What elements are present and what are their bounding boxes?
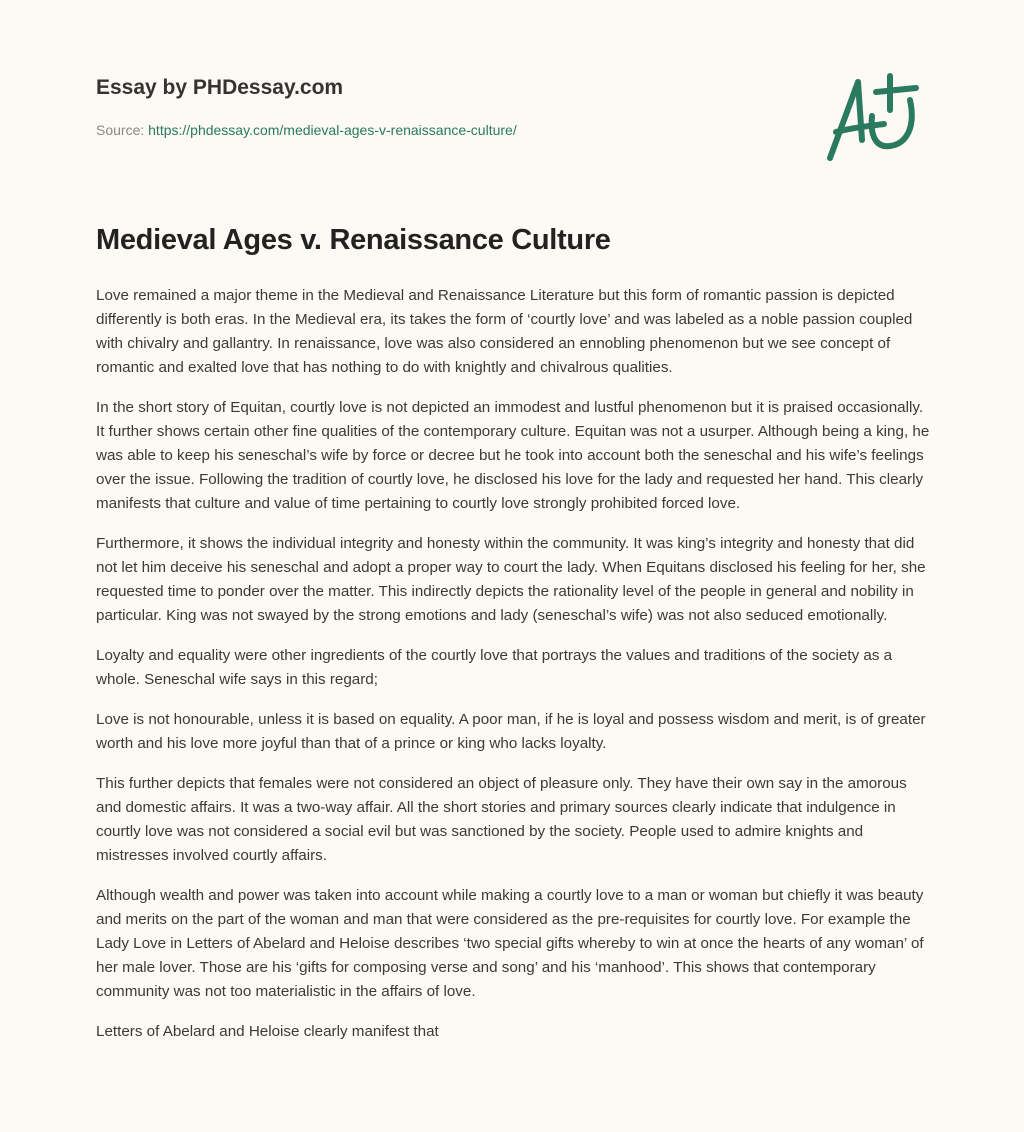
a-plus-logo-icon [820, 70, 930, 166]
paragraph: Although wealth and power was taken into account while making a courtly love to a man or woman but chiefly it was beauty and merits on the part of the woman and man that were considered as the pre-requisites for courtly love. For example the Lady Love in Letters of Abelard and Heloise describes ‘two special gifts whereby to win at once the hearts of any woman’ of her male lover. Those are his ‘gifts for composing verse and song’ and his ‘manhood’. This shows that contemporary community was not too materialistic in the affairs of love. [96, 887, 924, 1000]
paragraph: Furthermore, it shows the individual integrity and honesty within the community. It was king’s integrity and honesty that did not let him deceive his seneschal and adopt a proper way to court the lady. When Equitans disclosed his feeling for her, she requested time to ponder over the matter. This indirectly depicts the rationality level of the people in general and nobility in particular. King was not swayed by the strong emotions and lady (seneschal’s wife) was not also seduced emotionally. [96, 535, 926, 624]
paragraph: In the short story of Equitan, courtly love is not depicted an immodest and lustful phenomenon but it is praised occasionally. It further shows certain other fine qualities of the contemporary culture. Equitan was not a usurper. Although being a king, he was able to keep his seneschal’s wife by force or decree but he took into account both the seneschal and his wife’s feelings over the issue. Following the tradition of courtly love, he disclosed his love for the lady and requested her hand. This clearly manifests that culture and value of time pertaining to courtly love strongly prohibited forced love. [96, 399, 930, 512]
source-line [96, 122, 517, 138]
quote-paragraph: Love is not honourable, unless it is based on equality. A poor man, if he is loyal and possess wisdom and merit, is of greater worth and his love more joyful than that of a prince or king who lacks loyalty. [96, 711, 926, 752]
essay-header [96, 76, 517, 138]
paragraph: Love remained a major theme in the Medieval and Renaissance Literature but this form of romantic passion is depicted differently is both eras. In the Medieval era, its takes the form of ‘courtly love’ and was labeled as a noble passion coupled with chivalry and gallantry. In renaissance, love was also considered an ennobling phenomenon but we see concept of romantic and exalted love that has nothing to do with knightly and chivalrous qualities. [96, 287, 913, 376]
source-link[interactable]: https://phdessay.com/medieval-ages-v-renaissance-culture/ [148, 122, 517, 138]
source-label: Source: [96, 122, 145, 138]
essay-body [96, 284, 932, 1060]
paragraph: This further depicts that females were not considered an object of pleasure only. They have their own say in the amorous and domestic affairs. It was a two-way affair. All the short stories and primary sources clearly indicate that indulgence in courtly love was not considered a social evil but was sanctioned by the society. People used to admire knights and mistresses involved courtly affairs. [96, 775, 907, 864]
paragraph: Loyalty and equality were other ingredients of the courtly love that portrays the values and traditions of the society as a whole. Seneschal wife says in this regard; [96, 647, 893, 688]
essay-title: Medieval Ages v. Renaissance Culture [96, 224, 611, 256]
paragraph: Letters of Abelard and Heloise clearly manifest that [96, 1023, 439, 1040]
brand-title: Essay by PHDessay.com [96, 76, 344, 99]
